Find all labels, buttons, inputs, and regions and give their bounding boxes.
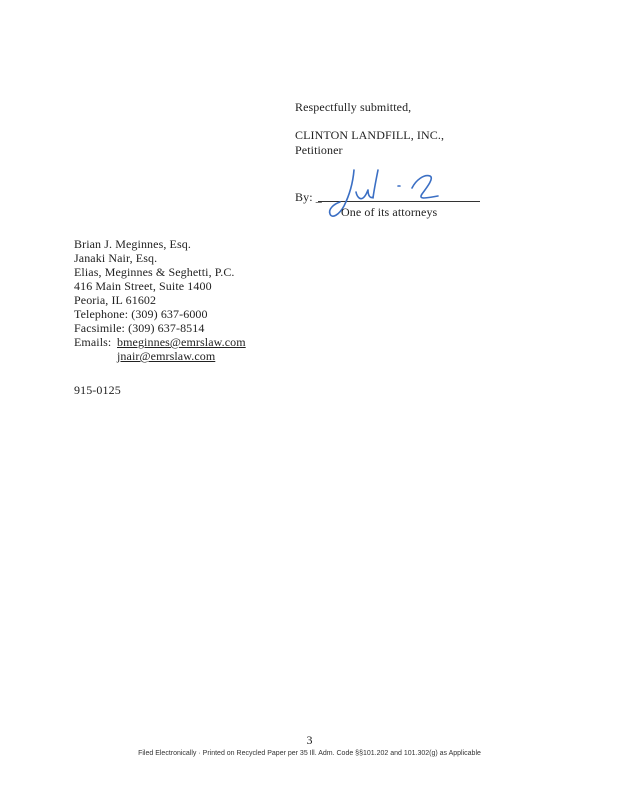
company-role: Petitioner bbox=[295, 143, 343, 157]
address-line-1: 416 Main Street, Suite 1400 bbox=[74, 279, 212, 293]
email-link-2[interactable]: jnair@emrslaw.com bbox=[117, 349, 216, 363]
closing-line: Respectfully submitted, bbox=[295, 100, 412, 114]
emails-label: Emails: bbox=[74, 335, 112, 349]
company-name: CLINTON LANDFILL, INC., bbox=[295, 128, 445, 142]
facsimile: Facsimile: (309) 637-8514 bbox=[74, 321, 205, 335]
attorney-caption: One of its attorneys bbox=[341, 205, 438, 219]
page-number: 3 bbox=[306, 733, 313, 747]
telephone: Telephone: (309) 637-6000 bbox=[74, 307, 208, 321]
email-link-1[interactable]: bmeginnes@emrslaw.com bbox=[117, 335, 246, 349]
file-number: 915-0125 bbox=[74, 383, 121, 397]
counsel-name-1: Brian J. Meginnes, Esq. bbox=[74, 237, 191, 251]
footer-note: Filed Electronically · Printed on Recycled Paper per 35 Ill. Adm. Code §§101.202 and 101.302(g) as Applicable bbox=[138, 750, 481, 757]
firm-name: Elias, Meginnes & Seghetti, P.C. bbox=[74, 265, 235, 279]
address-line-2: Peoria, IL 61602 bbox=[74, 293, 157, 307]
by-label: By: _ bbox=[295, 190, 322, 204]
counsel-name-2: Janaki Nair, Esq. bbox=[74, 251, 158, 265]
